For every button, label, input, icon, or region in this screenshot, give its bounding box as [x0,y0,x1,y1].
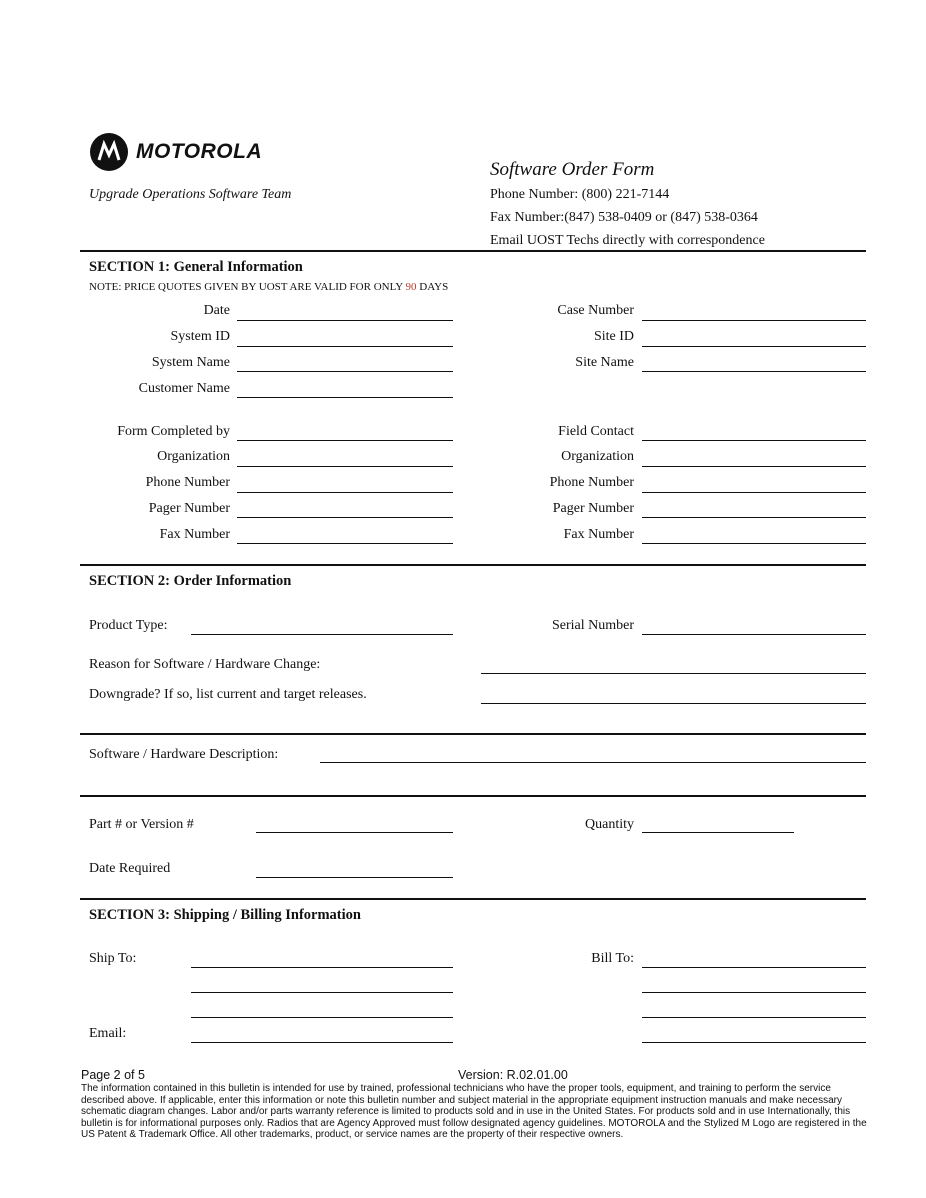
brand-wordmark: MOTOROLA [136,140,263,163]
customer-name-field[interactable] [237,397,453,398]
contact-fax-label: Fax Number [563,527,634,542]
contact-organization-label: Organization [561,449,634,464]
team-name: Upgrade Operations Software Team [89,187,292,202]
bill-to-label: Bill To: [591,951,634,966]
customer-name-label: Customer Name [138,381,230,396]
product-type-label: Product Type: [89,618,168,633]
divider [80,250,866,252]
date-required-label: Date Required [89,861,171,876]
email-field[interactable] [191,1042,453,1043]
pager-number-label: Pager Number [148,501,230,516]
part-version-label: Part # or Version # [89,817,194,832]
ship-to-field-1[interactable] [191,967,453,968]
part-version-field[interactable] [256,832,453,833]
ship-to-label: Ship To: [89,951,137,966]
quantity-field[interactable] [642,832,794,833]
fax-number-field[interactable] [237,543,453,544]
email-label: Email: [89,1026,127,1041]
price-quote-note: NOTE: PRICE QUOTES GIVEN BY UOST ARE VALID FOR ONLY 90 DAYS [89,281,449,293]
system-id-field[interactable] [237,346,453,347]
fax-number: Fax Number:(847) 538-0409 or (847) 538-0364 [490,210,758,225]
page-number: Page 2 of 5 [81,1068,145,1082]
contact-pager-label: Pager Number [552,501,634,516]
form-completed-by-field[interactable] [237,440,453,441]
pager-number-field[interactable] [237,517,453,518]
description-label: Software / Hardware Description: [89,747,279,762]
reason-label: Reason for Software / Hardware Change: [89,657,321,672]
bill-to-field-2[interactable] [642,992,866,993]
system-name-label: System Name [151,355,230,370]
contact-pager-field[interactable] [642,517,866,518]
divider [80,795,866,797]
system-name-field[interactable] [237,371,453,372]
field-contact-field[interactable] [642,440,866,441]
motorola-logo-icon [90,133,128,171]
phone-number: Phone Number: (800) 221-7144 [490,187,670,202]
quantity-label: Quantity [585,817,634,832]
contact-phone-label: Phone Number [549,475,634,490]
contact-organization-field[interactable] [642,466,866,467]
product-type-field[interactable] [191,634,453,635]
ship-to-field-2[interactable] [191,992,453,993]
disclaimer: The information contained in this bulletin is intended for use by trained, professional technicians who have the proper tools, equipment, and training to perform the service described above. If applicable, enter this information or note this bulletin number and subject material in the appropriate equipment instruction manuals and make necessary schematic diagram changes. Labor and/or parts warranty reference is limited to products sold and in use in the United States. For products sold and in use Internationally, this bulletin is for informational purposes only. Radios that are Agency Approved must follow designated agency guidelines. MOTOROLA and the Stylized M Logo are registered in the US Patent & Trademark Office. All other trademarks, product, or service names are the property of their respective owners. [81,1083,867,1140]
downgrade-field[interactable] [481,703,866,704]
form-title: Software Order Form [490,159,655,180]
case-number-field[interactable] [642,320,866,321]
case-number-label: Case Number [557,303,634,318]
form-completed-by-label: Form Completed by [117,424,230,439]
ship-to-field-3[interactable] [191,1017,453,1018]
description-field[interactable] [320,762,866,763]
divider [80,733,866,735]
phone-number-field[interactable] [237,492,453,493]
serial-number-label: Serial Number [551,618,634,633]
site-name-field[interactable] [642,371,866,372]
system-id-label: System ID [170,329,230,344]
section3-title: SECTION 3: Shipping / Billing Information [89,907,361,923]
contact-fax-field[interactable] [642,543,866,544]
divider [80,898,866,900]
bill-to-field-4[interactable] [642,1042,866,1043]
bill-to-field-1[interactable] [642,967,866,968]
phone-number-label: Phone Number [145,475,230,490]
version: Version: R.02.01.00 [458,1068,568,1082]
organization-label: Organization [157,449,230,464]
date-label: Date [203,303,230,318]
reason-field[interactable] [481,673,866,674]
downgrade-label: Downgrade? If so, list current and target releases. [89,687,367,702]
date-required-field[interactable] [256,877,453,878]
site-id-field[interactable] [642,346,866,347]
date-field[interactable] [237,320,453,321]
section2-title: SECTION 2: Order Information [89,573,292,589]
divider [80,564,866,566]
section1-title: SECTION 1: General Information [89,259,303,275]
site-id-label: Site ID [593,329,634,344]
fax-number-label: Fax Number [159,527,230,542]
contact-phone-field[interactable] [642,492,866,493]
organization-field[interactable] [237,466,453,467]
bill-to-field-3[interactable] [642,1017,866,1018]
email-note: Email UOST Techs directly with correspondence [490,233,765,248]
field-contact-label: Field Contact [558,424,634,439]
serial-number-field[interactable] [642,634,866,635]
site-name-label: Site Name [575,355,634,370]
